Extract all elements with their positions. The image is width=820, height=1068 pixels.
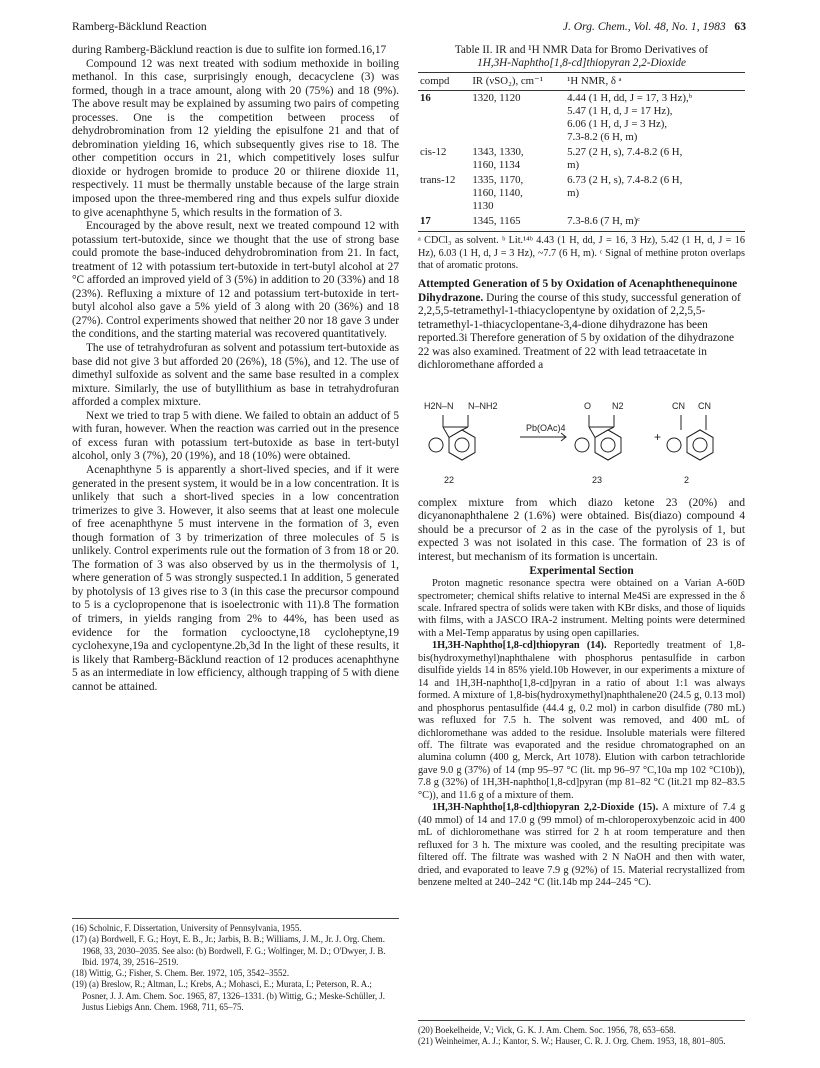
plus-sign: + <box>654 429 662 444</box>
left-column <box>72 44 399 694</box>
footnote: (18) Wittig, G.; Fisher, S. Chem. Ber. 1972, 105, 3542–3552. <box>72 968 290 979</box>
paragraph <box>418 640 745 802</box>
subsection-title: 1H,3H-Naphtho[1,8-cd]thiopyran (14). <box>432 640 607 652</box>
header-journal-info <box>563 20 746 33</box>
table-row <box>418 91 745 146</box>
compound-number: 2 <box>684 474 690 485</box>
table-cell: 16 <box>420 92 431 105</box>
paragraph: Encouraged by the above result, next we treated compound 12 with potassium tert-butoxide, since we thought that the use of strong base could promote the base-induced dehydrobromination from 21. In fact, treatment of 12 with potassium tert-butoxide in tert-butyl alcohol at 27 °C afforded an improved yield of 3 (5%) in addition to 20 (33%) and 18 (23%). Refluxing a mixture of 12 and potassium tert-butoxide in tert-butyl alcohol also gave a 5% yield of 3 along with 20 (36%) and 18 (27%). Control experiments showed that neither 20 nor 18 gave 3 under the conditions, and the starting material was recovered quantitatively. <box>72 220 399 341</box>
table-header-row <box>418 73 745 91</box>
naphthalene-ring-22 <box>429 415 475 460</box>
scheme-drawing <box>418 375 745 493</box>
hydrazone-label-left: H2N–N <box>424 400 454 411</box>
paragraph: Acenaphthyne 5 is apparently a short-lived species, and if it were generated in the present system, it would be in a low concentration. It is unlikely that such a short-lived species in a low concentration trimerizes to give 3. However, it also seems that at least one molecule of free acenaphthyne 5 must intervene in the formation of 3, even though formation of 3 by trimerization of three molecules of 5 is unlikely. Control experiments rule out the formation of 3 from 18 or 20. The formation of 3 was also observed by us in the thermolysis of 1, where generation of 5 was strongly suspected.1 In addition, 5 generated by photolysis of 13 gives rise to 3 (in this case the precursor compound to 5 is a cyclopropenone that is isoelectronic with 11).8 The formation of trimers, in yields ranging from 2% to 44%, has been used as evidence for the formation cyclooctyne,18 cycloheptyne,19 cyclohexyne,19a and cyclopentyne.2b,3d In the light of these results, it is likely that Ramberg-Bäcklund reaction of 12 produces acenaphthyne 5 as an intermediate in low efficiency, although trapping of 5 with diene cannot be attained. <box>72 463 399 693</box>
right-column <box>418 44 745 889</box>
paragraph: Proton magnetic resonance spectra were obtained on a Varian A-60D spectrometer; chemical shifts relative to internal Me4Si are expressed in the δ scale. Infrared spectra of solids were taken with KBr disks, and those of liquids with films, with a JASCO IRA-2 instrument. Melting points were determined with a Mel-Temp apparatus by using open capillaries. <box>418 578 745 639</box>
table-cell: 7.3-8.6 (7 H, m)ᶜ <box>565 214 745 232</box>
header-title: Ramberg-Bäcklund Reaction <box>72 20 207 33</box>
experimental-section <box>418 578 745 889</box>
section-title: Attempted Generation of 5 by Oxidation of Acenaphthenequinone Dihydrazone. <box>418 278 738 304</box>
oxo-label: O <box>584 400 592 411</box>
footnote: (20) Boekelheide, V.; Vick, G. K. J. Am. Chem. Soc. 1956, 78, 653–658. <box>418 1025 676 1035</box>
footnote: (17) (a) Bordwell, F. G.; Hoyt, E. B., Jr.; Jarbis, B. B.; Williams, J. M., Jr. J. Org. Chem. 1968, 33, 2030–2035. See also: (b) Bordwell, F. G.; Wolfinger, M. D.; O'Dwyer, J. B. Ibid. 1974, 39, 2516–2519. <box>72 934 386 967</box>
footnote: (16) Scholnic, F. Dissertation, University of Pennsylvania, 1955. <box>72 923 302 933</box>
compound-number: 22 <box>444 474 455 485</box>
footnote: (19) (a) Breslow, R.; Altman, L.; Krebs, A.; Mohasci, E.; Murata, I.; Peterson, R. A.; Posner, J. J. Am. Chem. Soc. 1965, 87, 1326–1331. (b) Wittig, G.; Meske-Schüller, J. Justus Liebigs Ann. Chem. 1968, 711, 65–75. <box>72 979 385 1013</box>
footnote-rule <box>418 1020 745 1021</box>
table-cell: 1343, 1330, 1160, 1134 <box>472 146 524 172</box>
table-row <box>418 145 745 173</box>
column-header: compd <box>418 73 470 91</box>
paragraph: Compound 12 was next treated with sodium methoxide in boiling methanol. In this case, surprisingly enough, decacyclene (3) was formed, though in a trace amount, along with 20 (75%) and 18 (9%). The above result may be explained by assuming two pairs of competing processes. One is the competition between process of dehydrobromination from 12 yielding the episulfone 21 and that of debromination yielding 16, which subsequently gives rise to 18. The other competition occurs in 21, which competitively loses sulfur dioxide or hydrogen bromide to produce 20 or thiirene dioxide 11, respectively. 11 must be thermally unstable because of the large strain imposed upon the three-membered ring and thus expels sulfur dioxide to give acenaphthyne 5, which results in the formation of 3. <box>72 57 399 219</box>
journal-name: J. Org. Chem., <box>562 20 631 33</box>
left-footnotes <box>72 918 399 1013</box>
section-paragraph <box>418 278 745 373</box>
right-footnotes <box>418 1020 745 1048</box>
reaction-scheme <box>418 375 745 493</box>
table-cell: 6.73 (2 H, s), 7.4-8.2 (6 H, m) <box>567 174 683 200</box>
naphthalene-ring-2 <box>667 415 713 460</box>
volume-info: Vol. 48, No. 1, 1983 <box>633 20 726 33</box>
page-number: 63 <box>734 20 746 33</box>
paragraph: The use of tetrahydrofuran as solvent and potassium tert-butoxide as base did not give 3 but afforded 20 (26%), 18 (5%), and 12. The use of dimethyl sulfoxide as solvent and the same base resulted in a complex mixture. Similarly, the use of butyllithium as base in tetrahydrofuran afforded a complex mixture. <box>72 342 399 409</box>
paragraph <box>418 802 745 889</box>
running-header <box>72 20 746 36</box>
table-row <box>418 173 745 214</box>
subsection-title: 1H,3H-Naphtho[1,8-cd]thiopyran 2,2-Dioxide (15). <box>432 802 659 814</box>
table-cell: 5.27 (2 H, s), 7.4-8.2 (6 H, m) <box>567 146 683 172</box>
paragraph: complex mixture from which diazo ketone 23 (20%) and dicyanonaphthalene 2 (1.6%) were obtained. Bis(diazo) compound 4 should be a precursor of 2 as in the case of the pyrolysis of 1, but expected 3 was not isolated in this case. The formation of 23 is of interest, but mechanism of its formation is uncertain. <box>418 496 745 564</box>
table-caption <box>418 44 745 70</box>
subsection-text: A mixture of 7.4 g (40 mmol) of 14 and 17.0 g (99 mmol) of m-chloroperoxybenzoic acid in 400 mL of dichloromethane was stirred for 2 h at room temperature and then refluxed for 3 h. The mixture was cooled, and the resulting precipitate was filtered off. The filtrate was washed with 2 N NaOH and then with water, dried, and evaporated to leave 7.9 g (92%) of 15. Material recrystallized from benzene melted at 240–242 °C (lit.14b mp 244–245 °C). <box>418 802 746 888</box>
table-cell: 1335, 1170, 1160, 1140, 1130 <box>472 174 524 213</box>
table-cell: trans-12 <box>420 174 456 187</box>
table-cell: 4.44 (1 H, dd, J = 17, 3 Hz),ᵇ 5.47 (1 H, d, J = 17 Hz), 6.06 (1 H, d, J = 3 Hz), 7.3-8.2 (6 H, m) <box>567 92 693 144</box>
column-header: IR (νSO₂), cm⁻¹ <box>470 73 565 91</box>
table-cell: 17 <box>418 214 470 232</box>
naphthalene-ring-23 <box>575 415 621 460</box>
data-table <box>418 72 745 232</box>
reagent-label: Pb(OAc)4 <box>526 422 566 433</box>
section-text: During the course of this study, successful generation of 2,2,5,5-tetramethyl-1-thiacyclopentyne by oxidation of 2,2,5,5-tetramethyl-1-thiacyclopentane-3,4-dione dihydrazone has been reported.3i Therefore generation of 5 by oxidation of the dihydrazone 22 was also examined. Treatment of 22 with lead tetraacetate in dichloromethane afforded a <box>418 291 741 372</box>
table-notes: ᵃ CDCl₃ as solvent. ᵇ Lit.¹⁴ᵇ 4.43 (1 H, dd, J = 16, 3 Hz), 5.42 (1 H, d, J = 16 Hz), 6.03 (1 H, d, J = 3 Hz), ~7.7 (6 H, m). ᶜ Signal of methine proton overlaps that of aromatic protons. <box>418 235 745 271</box>
footnote-rule <box>72 918 399 919</box>
footnote: (21) Weinheimer, A. J.; Kantor, S. W.; Hauser, C. R. J. Org. Chem. 1953, 18, 801–805. <box>418 1036 726 1047</box>
compound-number: 23 <box>592 474 603 485</box>
diazo-label: N2 <box>612 400 624 411</box>
subsection-text: Reportedly treatment of 1,8-bis(hydroxymethyl)naphthalene with phosphorus pentasulfide in carbon disulfide yields 14 in 85% yield.10b However, in our experiments a mixture of 14 and 1H,3H-naphtho[1,8-cd]pyran in a ratio of about 1:1 was always formed. A mixture of 1,8-bis(hydroxymethyl)naphthalene20 (24.5 g, 0.13 mol) and phosphorus pentasulfide (44.4 g, 0.2 mol) in carbon disulfide (780 mL) was refluxed for 7.5 h. The solvent was removed, and 400 mL of dichloromethane was added to the residue. Insoluble materials were filtered off. The filtrate was evaporated and the residue chromatographed on an alumina column (400 g, Merck, Art 1078). Elution with carbon tetrachloride gave 9.0 g (37%) of 14 (mp 95–97 °C (lit. mp 96–97 °C,10a mp 102 °C10b)), 7.8 g (32%) of 1H,3H-naphtho[1,8-cd]pyran (mp 81–82 °C (lit.21 mp 82–83.5 °C)), and 11.6 g of a mixture of them. <box>418 640 745 801</box>
table-row <box>418 214 745 232</box>
column-header: ¹H NMR, δ ᵃ <box>565 73 745 91</box>
table-cell: cis-12 <box>420 146 447 159</box>
cyano-label: CN <box>698 400 711 411</box>
table-caption-line: Table II. IR and ¹H NMR Data for Bromo Derivatives of <box>454 44 709 56</box>
paragraph: Next we tried to trap 5 with diene. We failed to obtain an adduct of 5 with furan, however. When the reaction was carried out in the presence of excess furan with potassium tert-butoxide as base in tert-butyl alcohol, only 3 (7%), 20 (19%), and 18 (10%) were obtained. <box>72 409 399 463</box>
table-cell: 1320, 1120 <box>472 92 521 105</box>
cyano-label: CN <box>672 400 685 411</box>
experimental-heading: Experimental Section <box>529 564 634 577</box>
paragraph: during Ramberg-Bäcklund reaction is due to sulfite ion formed.16,17 <box>72 44 387 56</box>
hydrazone-label-right: N–NH2 <box>468 400 498 411</box>
table-cell: 1345, 1165 <box>470 214 565 232</box>
table-caption-line: 1H,3H-Naphtho[1,8-cd]thiopyran 2,2-Dioxide <box>477 57 686 70</box>
